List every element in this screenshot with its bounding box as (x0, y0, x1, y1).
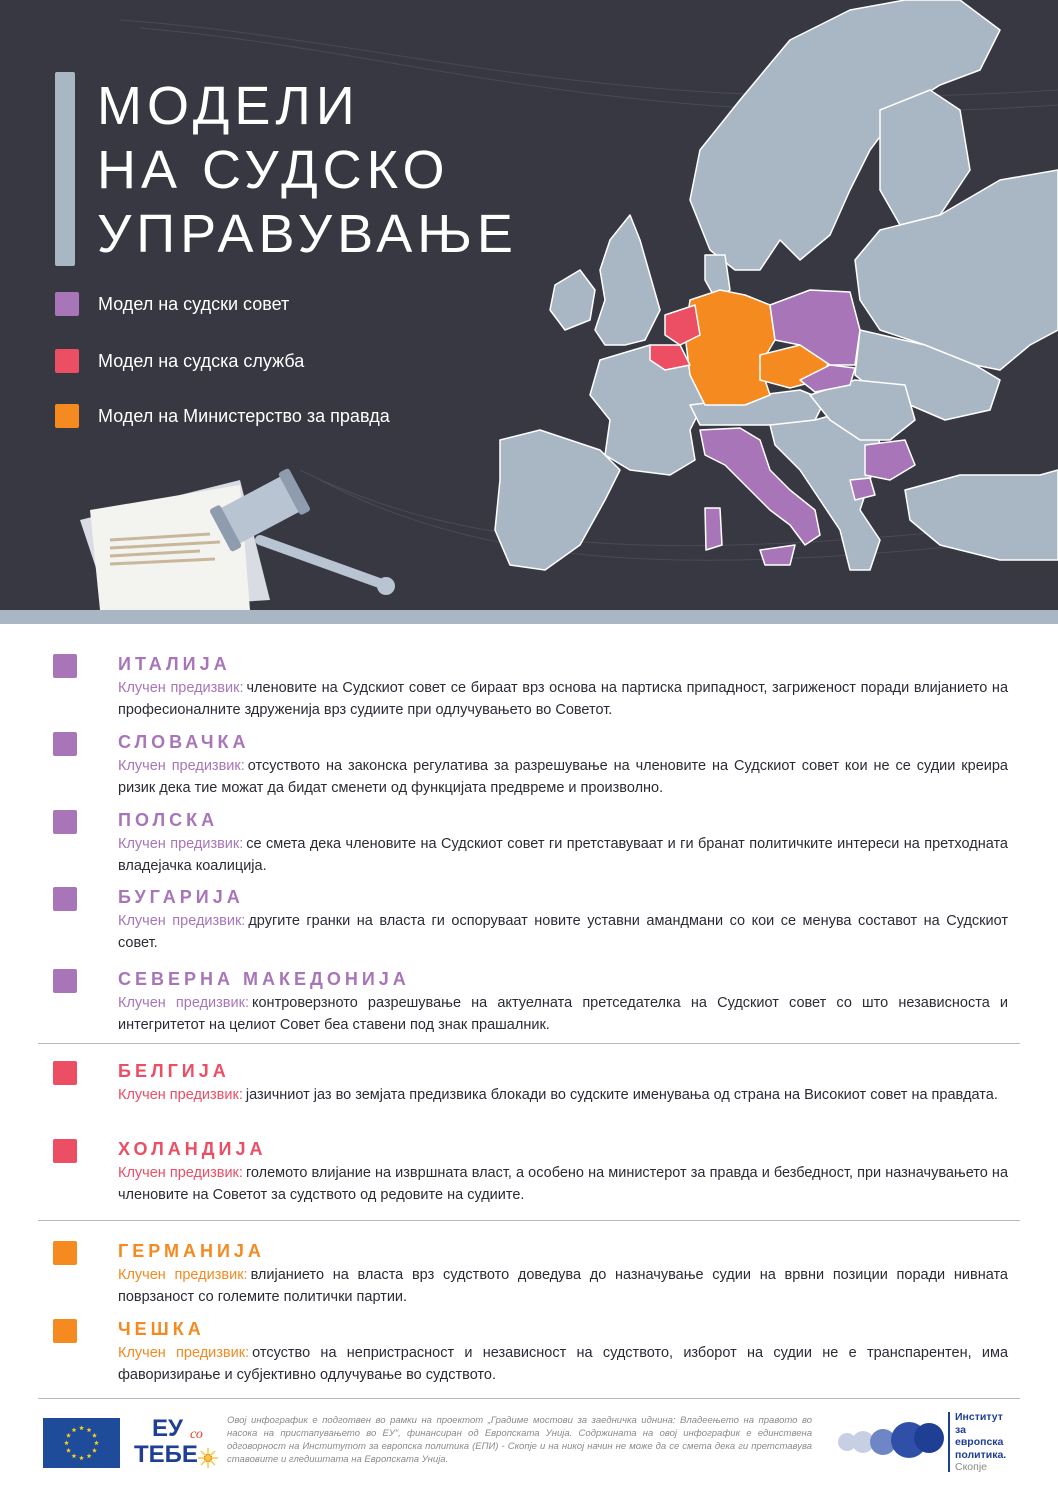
legend-label: Модел на Министерство за правда (98, 405, 390, 426)
challenge-text: се смета дека членовите на Судскиот совет ги претставуваат и ги бранат политичките интереси на претходната владејачка коалиција. (118, 836, 1008, 874)
legend-label: Модел на судски совет (98, 293, 290, 314)
country-name: БЕЛГИЈА (118, 1061, 230, 1081)
title-line-3: УПРАВУВАЊЕ (97, 204, 518, 264)
legend-swatch-service (55, 349, 79, 373)
hero-banner (0, 0, 1058, 610)
entry-description (118, 1162, 1008, 1206)
title-line-1: МОДЕЛИ (97, 76, 360, 136)
gavel-and-document-icon (70, 460, 410, 610)
country-name: ГЕРМАНИЈА (118, 1241, 265, 1261)
entry-swatch (53, 1139, 77, 1163)
header-bottom-strip (0, 610, 1058, 624)
legend-item-service (55, 349, 304, 373)
map-north-macedonia (850, 478, 875, 500)
challenge-label: Клучен предизвик: (118, 1267, 248, 1283)
footer (0, 1398, 1058, 1497)
challenge-label: Клучен предизвик: (118, 913, 246, 929)
eu-so-tebe-logo (132, 1412, 220, 1474)
entry-swatch (53, 810, 77, 834)
entry-description (118, 1342, 1008, 1386)
eu-flag-icon (43, 1418, 120, 1468)
epi-logo-mark (833, 1416, 945, 1466)
epi-line4: политика. (955, 1448, 1007, 1461)
entry-swatch (53, 654, 77, 678)
challenge-text: влијанието на власта врз судството доведува до назначување судии на врвни позиции поради нивната поврзаност со големите политички партии. (118, 1267, 1008, 1305)
legend-swatch-ministry (55, 404, 79, 428)
country-name: ХОЛАНДИЈА (118, 1139, 267, 1159)
map-ireland (550, 270, 595, 330)
epi-divider (948, 1412, 950, 1472)
map-germany (685, 290, 775, 405)
section-divider (38, 1220, 1020, 1221)
country-name: СЛОВАЧКА (118, 732, 250, 752)
epi-city: Скопје (955, 1461, 987, 1473)
country-name: СЕВЕРНА МАКЕДОНИЈА (118, 969, 410, 989)
country-name: ЧЕШКА (118, 1319, 205, 1339)
map-iberia (495, 430, 620, 570)
challenge-text: јазичниот јаз во земјата предизвика блокади во судските именувања од страна на Високиот совет на правдата. (245, 1087, 998, 1103)
country-name: ПОЛСКА (118, 810, 219, 830)
entry-swatch (53, 1319, 77, 1343)
country-name: ИТАЛИЈА (118, 654, 231, 674)
challenge-text: отсуство на непристрасност и независност на судството, изборот на судии не е транспарентен, има фаворизирање и субјективно одлучување во судството. (118, 1345, 1009, 1383)
entry-description (118, 910, 1008, 954)
eu-logo-line3: ТЕБЕ (134, 1441, 198, 1468)
entry-swatch (53, 1241, 77, 1265)
legend-swatch-council (55, 292, 79, 316)
entry-swatch (53, 969, 77, 993)
map-bulgaria (865, 440, 915, 480)
challenge-text: контроверзното разрешување на актуелната претседателка на Судскиот совет со што независноста и интегритетот на целиот Совет беа ставени под знак прашалник. (118, 995, 1009, 1033)
challenge-label: Клучен предизвик: (118, 680, 244, 696)
epi-line2: за (955, 1423, 966, 1436)
eu-logo-line2: со (190, 1427, 203, 1442)
challenge-label: Клучен предизвик: (118, 1165, 243, 1181)
epi-logo-text (955, 1411, 1006, 1474)
country-name: БУГАРИЈА (118, 887, 244, 907)
challenge-text: другите гранки на власта ги оспоруваат новите уставни амандмани со кои се менува составот на Судскиот совет. (118, 913, 1008, 951)
legend-label: Модел на судска служба (98, 350, 305, 371)
legend-item-ministry (55, 404, 390, 428)
entry-description (118, 1084, 1008, 1106)
challenge-text: членовите на Судскиот совет се бираат врз основа на партиска припадност, загриженост поради влијанието на професионалните здруженија врз судиите при одлучувањето во Советот. (118, 680, 1009, 718)
challenge-text: големото влијание на извршната власт, а особено на министерот за правда и безбедност, при назначувањето на членовите на Советот за судството од редовите на судиите. (118, 1165, 1009, 1203)
entry-description (118, 992, 1008, 1036)
entry-description (118, 755, 1008, 799)
challenge-text: отсуството на законска регулатива за разрешување на членовите на Судскиот совет кои не се судии креира ризик дека тие можат да бидат сменети од функцијата предвреме и произволно. (118, 758, 1009, 796)
map-turkey (905, 470, 1058, 560)
entry-description (118, 833, 1008, 877)
entry-swatch (53, 1061, 77, 1085)
challenge-label: Клучен предизвик: (118, 995, 249, 1011)
challenge-label: Клучен предизвик: (118, 1087, 243, 1103)
title-line-2: НА СУДСКО (97, 140, 450, 200)
entry-swatch (53, 732, 77, 756)
map-sicily (760, 545, 795, 565)
title-accent-bar (55, 72, 75, 266)
entry-description (118, 677, 1008, 721)
entry-swatch (53, 887, 77, 911)
epi-line1: Институт (955, 1411, 1003, 1423)
challenge-label: Клучен предизвик: (118, 836, 244, 852)
map-sardinia (705, 508, 722, 550)
challenge-label: Клучен предизвик: (118, 758, 245, 774)
entry-description (118, 1264, 1008, 1308)
footer-divider (38, 1398, 1020, 1399)
page-title (97, 74, 518, 266)
disclaimer-text: Овој инфографик е подготвен во рамки на проектот „Градиме мостови за заедничка иднина: Владеењето на правото во насока на пристапувањето во ЕУ“, финансиран од Европската Унија. Содржината на овој инфографик е единствена одговорност на Институтот за европска политика (ЕПИ) - Скопје и на никој начин не може да се смета дека ги претставува ставовите и гледиштата на Европската Унија. (227, 1415, 812, 1465)
epi-line3: европска (955, 1436, 1004, 1448)
map-uk (595, 215, 660, 345)
challenge-label: Клучен предизвик: (118, 1345, 250, 1361)
legend-item-council (55, 292, 289, 316)
section-divider (38, 1043, 1020, 1044)
eu-logo-line1: ЕУ (152, 1415, 183, 1442)
